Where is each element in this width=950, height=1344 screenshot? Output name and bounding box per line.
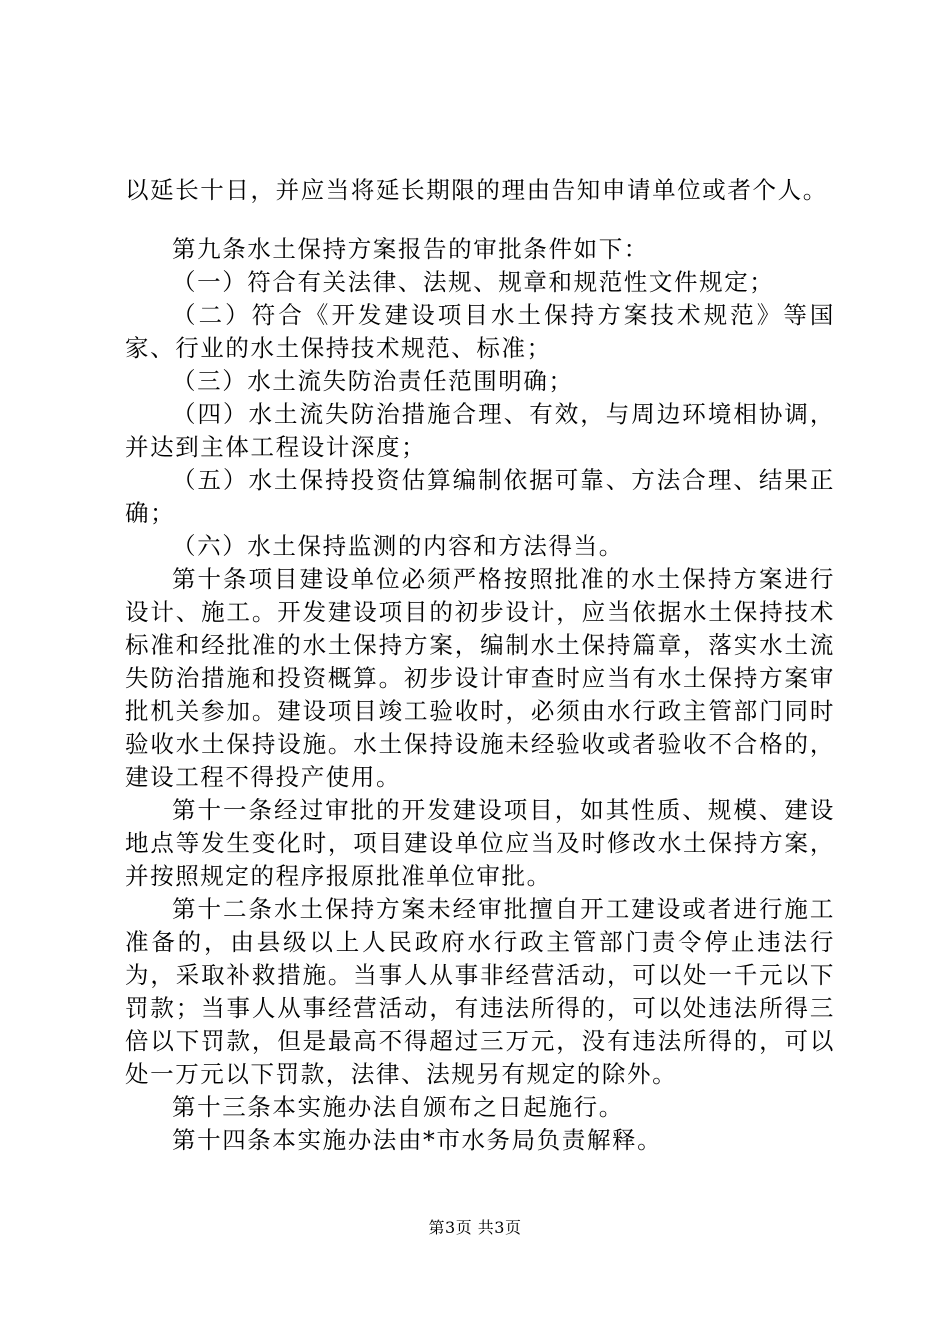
article-12: 第十二条水土保持方案未经审批擅自开工建设或者进行施工准备的，由县级以上人民政府水行政主管部门责令停止违法行为，采取补救措施。当事人从事非经营活动，可以处一千元以下罚款；当事人从事经营活动，有违法所得的，可以处违法所得三倍以下罚款，但是最高不得超过三万元，没有违法所得的，可以处一万元以下罚款，法律、法规另有规定的除外。 xyxy=(125,895,835,1088)
article-13: 第十三条本实施办法自颁布之日起施行。 xyxy=(172,1093,624,1121)
article-9-item-4: （四）水土流失防治措施合理、有效，与周边环境相协调，并达到主体工程设计深度； xyxy=(125,400,835,461)
article-9-item-2: （二）符合《开发建设项目水土保持方案技术规范》等国家、行业的水土保持技术规范、标准； xyxy=(125,301,835,362)
article-11: 第十一条经过审批的开发建设项目，如其性质、规模、建设地点等发生变化时，项目建设单位应当及时修改水土保持方案，并按照规定的程序报原批准单位审批。 xyxy=(125,796,835,890)
article-9-heading: 第九条水土保持方案报告的审批条件如下： xyxy=(172,235,649,263)
article-14: 第十四条本实施办法由*市水务局负责解释。 xyxy=(172,1126,663,1154)
article-9-item-6: （六）水土保持监测的内容和方法得当。 xyxy=(172,532,624,560)
article-9-item-1: （一）符合有关法律、法规、规章和规范性文件规定； xyxy=(172,268,775,296)
paragraph-continuation: 以延长十日，并应当将延长期限的理由告知申请单位或者个人。 xyxy=(125,176,828,204)
article-10: 第十条项目建设单位必须严格按照批准的水土保持方案进行设计、施工。开发建设项目的初步设计，应当依据水土保持技术标准和经批准的水土保持方案，编制水土保持篇章，落实水土流失防治措施和投资概算。初步设计审查时应当有水土保持方案审批机关参加。建设项目竣工验收时，必须由水行政主管部门同时验收水土保持设施。水土保持设施未经验收或者验收不合格的，建设工程不得投产使用。 xyxy=(125,565,835,791)
document-body xyxy=(125,174,835,1157)
article-9-item-5: （五）水土保持投资估算编制依据可靠、方法合理、结果正确； xyxy=(125,466,835,527)
article-9-item-3: （三）水土流失防治责任范围明确； xyxy=(172,367,574,395)
page-number-footer: 第3页 共3页 xyxy=(428,1218,522,1237)
paragraph-gap xyxy=(125,207,835,233)
